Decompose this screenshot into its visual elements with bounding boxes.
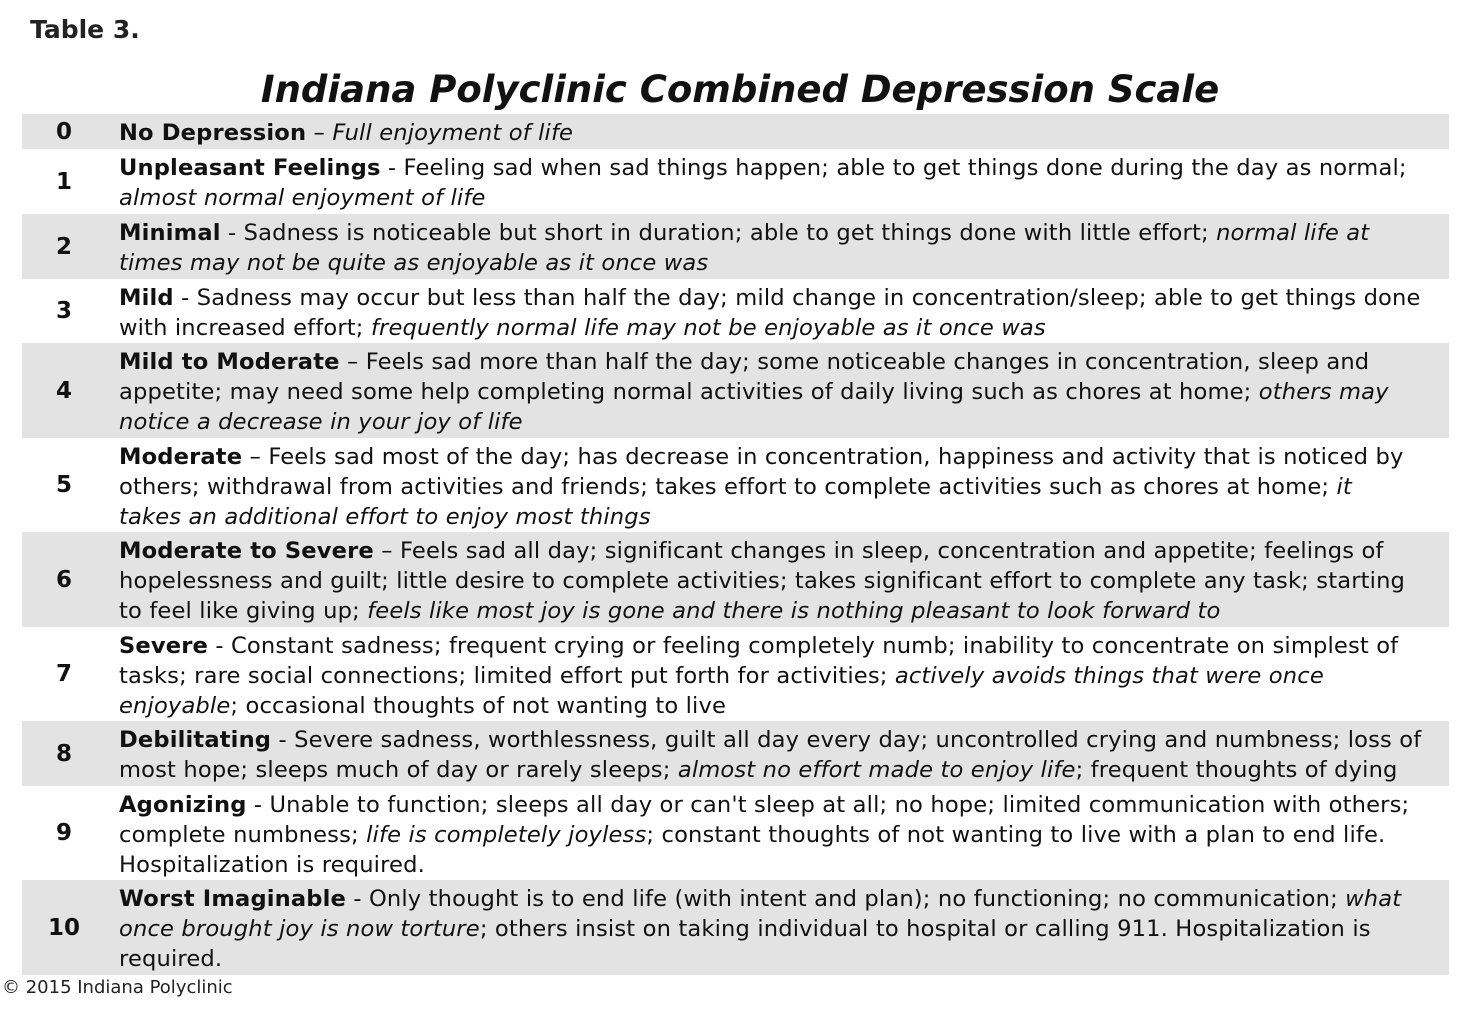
description-text: almost normal enjoyment of life [119,185,486,211]
description-text: – Feels sad most of the day; has decrease in concentration, happiness and activity that is noticed by others; withdrawal from activities and friends; takes effort to complete activities such as chores at home; [119,444,1404,500]
scale-number: 7 [55,661,72,687]
scale-row-5 [22,438,1449,532]
table-label: Table 3. [30,15,140,44]
description-text: normal life at times may not be quite as enjoyable as it once was [119,220,1370,276]
scale-description [119,790,1439,880]
description-text: - Severe sadness, worthlessness, guilt all day every day; uncontrolled crying and numbness; loss of most hope; sleeps much of day or rarely sleeps; [119,727,1422,783]
description-text: ; frequent thoughts of dying [1075,757,1398,783]
description-text: Full enjoyment of life [332,120,574,146]
description-text: - Feeling sad when sad things happen; able to get things done during the day as normal; [387,155,1407,181]
scale-description [119,218,1439,278]
scale-level-name: Unpleasant Feelings [119,155,381,181]
scale-level-name: No Depression [119,120,307,146]
scale-row-10 [22,880,1449,975]
scale-number: 0 [55,118,72,145]
scale-description [119,442,1439,532]
scale-level-name: Moderate [119,444,243,470]
scale-description [119,631,1439,721]
scale-level-name: Agonizing [119,792,247,818]
scale-level-name: Worst Imaginable [119,886,346,912]
scale-number: 2 [55,233,72,260]
scale-number: 10 [47,914,80,941]
scale-number: 5 [55,472,72,498]
description-text: - Unable to function; sleeps all day or can't sleep at all; no hope; limited communication with others; complete numbness; [119,792,1410,848]
description-text: - Only thought is to end life (with intent and plan); no functioning; no communication; [345,886,1346,912]
description-text: frequently normal life may not be enjoyable as it once was [370,315,1046,341]
scale-row-8 [22,721,1449,786]
copyright-notice: © 2015 Indiana Polyclinic [2,977,233,998]
scale-level-name: Moderate to Severe [119,538,374,564]
scale-row-0 [22,114,1449,149]
scale-row-6 [22,532,1449,627]
page-title: Indiana Polyclinic Combined Depression Scale [260,68,1220,111]
scale-description [119,884,1439,974]
scale-number: 4 [55,377,72,404]
description-text: - Constant sadness; frequent crying or feeling completely numb; inability to concentrate on simplest of tasks; rare social connections; limited effort put forth for activities; [119,633,1399,689]
scale-description [119,536,1439,626]
scale-number: 3 [55,298,72,324]
description-text: actively avoids things that were once enjoyable [119,663,1324,719]
scale-row-3 [22,279,1449,343]
scale-row-7 [22,627,1449,721]
scale-level-name: Debilitating [119,727,272,753]
scale-row-2 [22,214,1449,279]
scale-level-name: Mild [119,285,174,311]
scale-description [119,118,1439,148]
description-text: it takes an additional effort to enjoy most things [119,474,1352,530]
scale-row-9 [22,786,1449,880]
description-text: - Sadness is noticeable but short in duration; able to get things done with little effort; [220,220,1217,246]
scale-description [119,725,1439,785]
description-text: what once brought joy is now torture [119,886,1402,942]
scale-level-name: Minimal [119,220,221,246]
description-text: ; constant thoughts of not wanting to live with a plan to end life. Hospitalization is required. [119,822,1386,878]
scale-level-name: Severe [119,633,209,659]
scale-description [119,347,1439,437]
description-text: – Feels sad all day; significant changes in sleep, concentration and appetite; feelings of hopelessness and guilt; little desire to complete activities; takes significant effort to complete any task; starting to feel like giving up; [119,538,1406,624]
description-text: – Feels sad more than half the day; some noticeable changes in concentration, sleep and appetite; may need some help completing normal activities of daily living such as chores at home; [119,349,1370,405]
scale-number: 9 [55,820,72,846]
depression-scale-table [22,114,1449,975]
scale-number: 1 [55,168,72,195]
scale-number: 8 [55,740,72,767]
scale-level-name: Mild to Moderate [119,349,340,375]
description-text: ; occasional thoughts of not wanting to live [230,693,727,719]
description-text: life is completely joyless [366,822,647,848]
scale-description [119,153,1439,213]
description-text: feels like most joy is gone and there is nothing pleasant to look forward to [367,598,1221,624]
description-text: others may notice a decrease in your joy of life [119,379,1389,435]
scale-number: 6 [55,566,72,593]
description-text: – [306,120,333,146]
description-text: - Sadness may occur but less than half the day; mild change in concentration/sleep; able to get things done with increased effort; [119,285,1421,341]
scale-description [119,283,1439,343]
scale-row-4 [22,343,1449,438]
scale-row-1 [22,149,1449,214]
description-text: almost no effort made to enjoy life [677,757,1076,783]
description-text: ; others insist on taking individual to hospital or calling 911. Hospitalization is required. [119,916,1371,972]
